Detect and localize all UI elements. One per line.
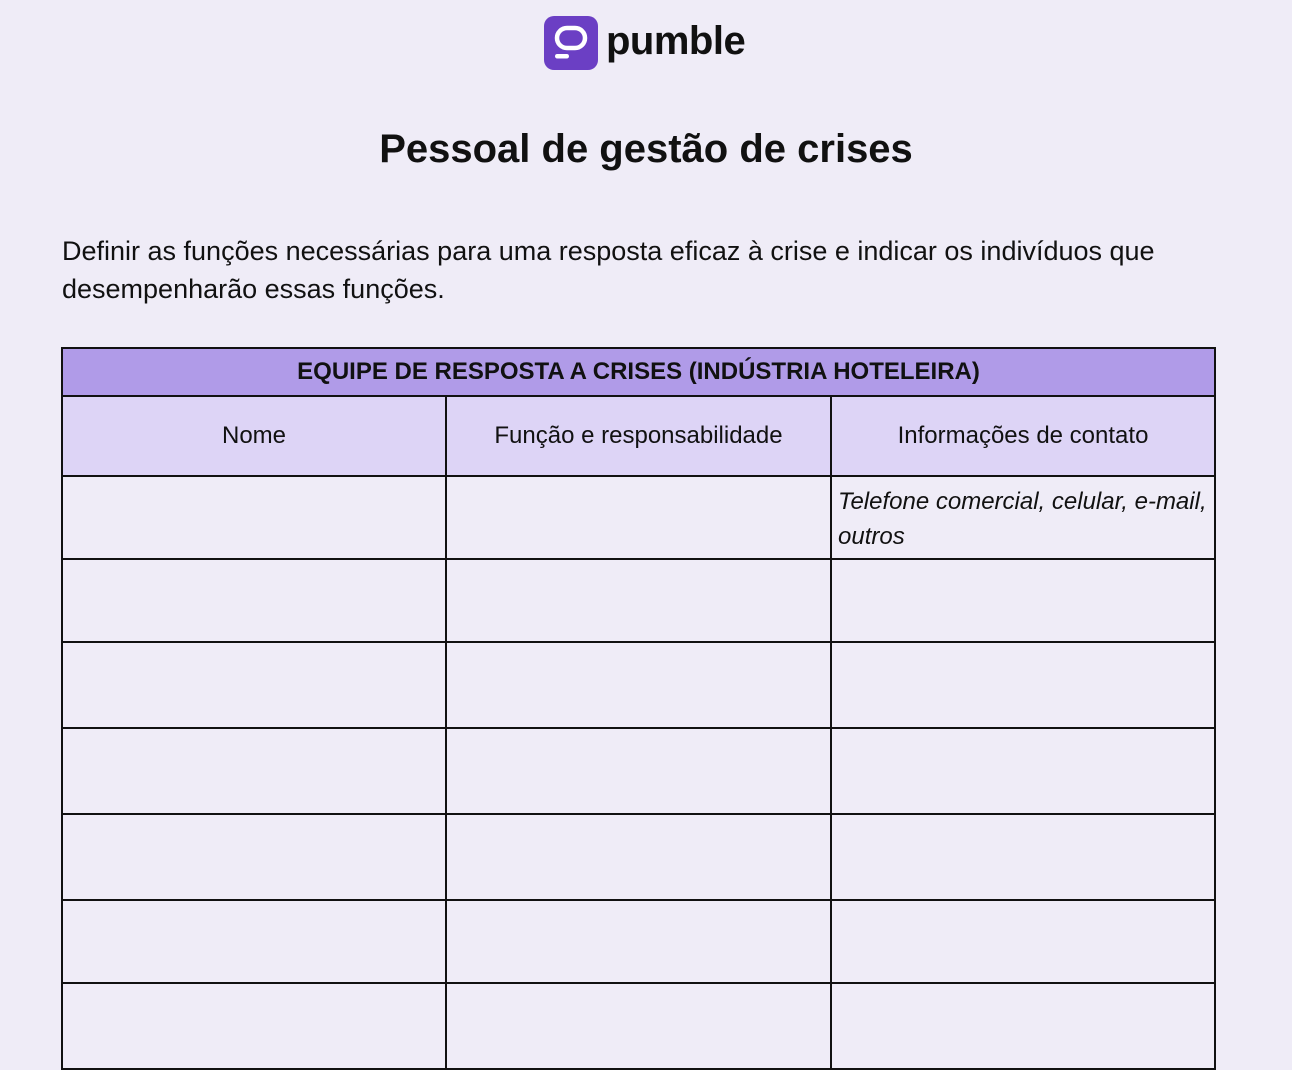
name-cell[interactable]: [62, 983, 446, 1069]
table-row: [62, 559, 1215, 642]
name-cell[interactable]: [62, 900, 446, 983]
table-row: [62, 476, 1215, 559]
role-cell[interactable]: [446, 728, 831, 814]
page-title: Pessoal de gestão de crises: [379, 127, 913, 171]
role-cell[interactable]: [446, 983, 831, 1069]
contact-cell[interactable]: [831, 728, 1215, 814]
intro-text: Definir as funções necessárias para uma resposta eficaz à crise e indicar os indivíduos que desempenharão essas funções.: [62, 236, 1155, 304]
brand-logo: [544, 16, 745, 70]
column-header-role: Função e responsabilidade: [446, 396, 831, 476]
table-row: [62, 900, 1215, 983]
role-cell[interactable]: [446, 642, 831, 728]
name-cell[interactable]: [62, 559, 446, 642]
pumble-logo-icon: [544, 16, 598, 70]
contact-cell[interactable]: [831, 559, 1215, 642]
role-cell[interactable]: [446, 814, 831, 900]
role-cell[interactable]: [446, 559, 831, 642]
table-caption: EQUIPE DE RESPOSTA A CRISES (INDÚSTRIA HOTELEIRA): [62, 348, 1215, 396]
crisis-team-table: [61, 347, 1216, 1070]
table-row: [62, 814, 1215, 900]
name-cell[interactable]: [62, 642, 446, 728]
contact-cell[interactable]: [831, 476, 1215, 559]
table-row: [62, 642, 1215, 728]
contact-cell[interactable]: [831, 814, 1215, 900]
contact-cell[interactable]: [831, 900, 1215, 983]
table-row: [62, 728, 1215, 814]
contact-cell[interactable]: [831, 642, 1215, 728]
contact-cell[interactable]: [831, 983, 1215, 1069]
table-row: [62, 983, 1215, 1069]
column-header-contact: Informações de contato: [831, 396, 1215, 476]
column-header-name: Nome: [62, 396, 446, 476]
contact-hint: Telefone comercial, celular, e-mail, outros: [838, 488, 1207, 550]
role-cell[interactable]: [446, 476, 831, 559]
name-cell[interactable]: [62, 814, 446, 900]
name-cell[interactable]: [62, 728, 446, 814]
role-cell[interactable]: [446, 900, 831, 983]
brand-name: pumble: [606, 19, 746, 63]
name-cell[interactable]: [62, 476, 446, 559]
